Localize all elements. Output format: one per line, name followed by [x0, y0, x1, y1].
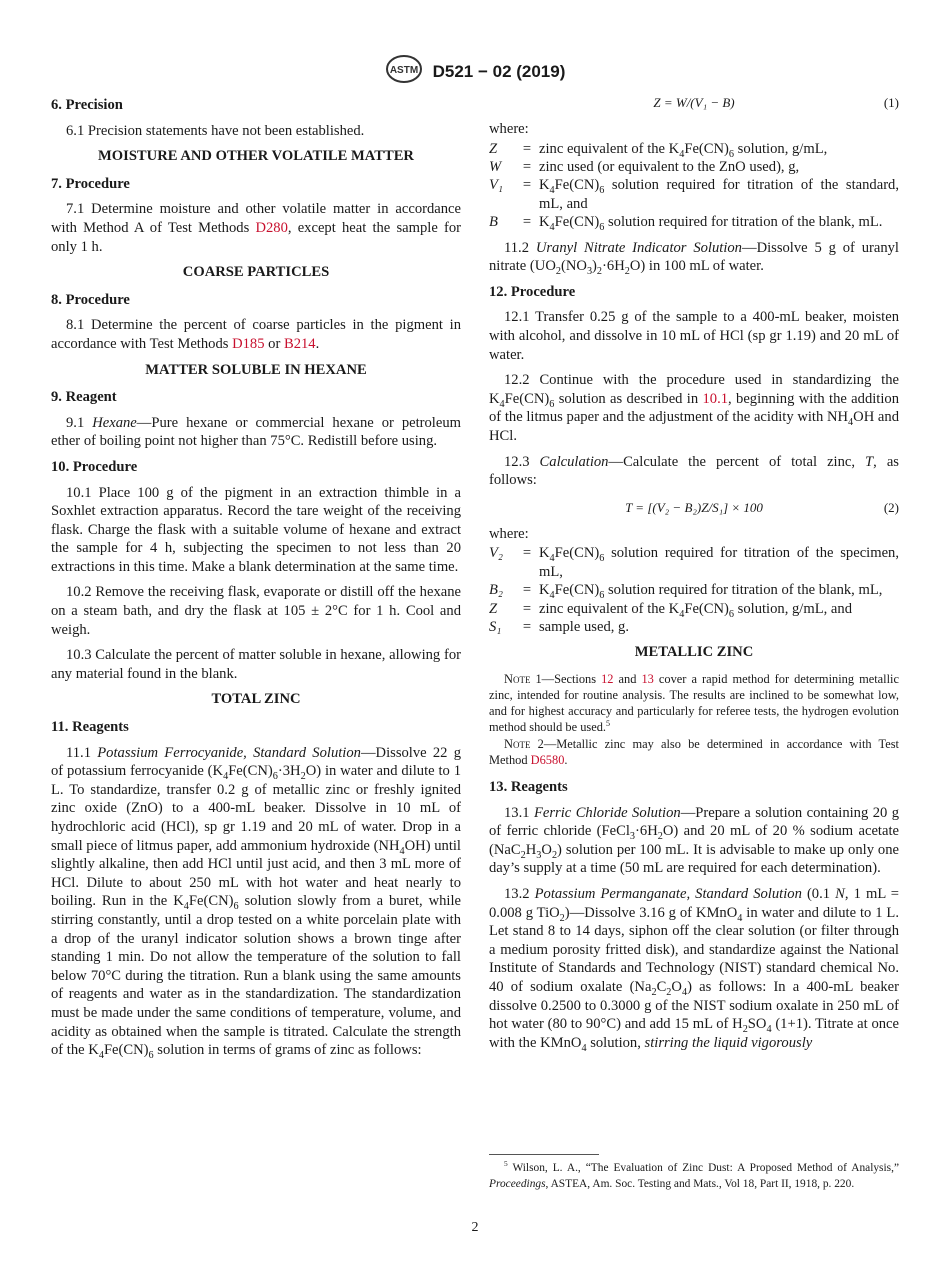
section-heading: 9. Reagent: [51, 389, 117, 406]
note-1: Note 1—Sections 12 and 13 cover a rapid method for determining metallic zinc, intended for routine analysis. The results are inclined to be somewhat low, and for highest accuracy and particularly for referee tests, the hydrogen evolution method should be used.$^5$: [489, 671, 899, 734]
definition-row: Z = zinc equivalent of the $K_4Fe(CN)_6$ solution, g/mL, and: [489, 600, 852, 620]
definition-row: S₁ = sample used, g.: [489, 618, 629, 635]
equation-1: Z = W/(V₁ − B) (1): [653, 95, 899, 110]
paragraph: 11.1 Potassium Ferrocyanide, Standard Solution—Dissolve 22 g of potassium ferrocyanide $(K_4Fe(CN)_6\cdot 3H_2O)$ in water and dilute to 1 L. To standardize, transfer 0.2 g of metallic zinc or freshly ignited zinc oxide (ZnO) to a 400-mL beaker. Dissolve in 10 mL of hydrochloric acid (HCl), sp gr 1.19 and 20 mL of water. Drop in a small piece of litmus paper, add ammonium hydroxide $(NH_4OH)$ until slightly alkaline, then add HCl until just acid, and then 3 mL more of HCl. Dilute to about 250 mL with hot water and heat nearly to boiling. Run in the $K_4Fe(CN)_6$ solution slowly from a buret, while stirring constantly, until a drop tested on a white porcelain plate with a drop of the uranyl indicator solution shows a brown tinge after standing 1 min. Do not allow the temperature of the solution to fall below 70°C during the titration. Run a blank using the same amounts of reagents and water as in the standardization. The standardization must be made under the same conditions of temperature, volume, and acidity as obtained when the sample is titrated. Calculate the strength of the $K_4Fe(CN)_6$ solution in terms of grams of zinc as follows:: [51, 744, 461, 1062]
footnote-rule: [489, 1154, 599, 1155]
ref-link-10-1[interactable]: 10.1: [702, 390, 729, 407]
part-title: TOTAL ZINC: [211, 691, 301, 708]
definition-row: Z = zinc equivalent of the $K_4Fe(CN)_6$ solution, g/mL,: [489, 140, 828, 160]
part-title: COARSE PARTICLES: [182, 264, 330, 281]
footnote: $^5$ Wilson, L. A., “The Evaluation of Zinc Dust: A Proposed Method of Analysis,” Proceedings, ASTEA, Am. Soc. Testing and Mats., Vol 18, Part II, 1918, p. 220.: [489, 1159, 899, 1190]
paragraph: 12.3 Calculation—Calculate the percent of total zinc, T, as follows:: [489, 453, 899, 489]
definitions-table-2: [489, 544, 899, 636]
definition-row: V₂ = $K_4Fe(CN)_6$ solution required for titration of the specimen, mL,: [489, 545, 899, 580]
section-heading: 12. Procedure: [489, 283, 576, 300]
part-title: MATTER SOLUBLE IN HEXANE: [145, 361, 367, 378]
where-label: where:: [489, 121, 529, 137]
right-column: [489, 92, 899, 1059]
paragraph: 13.1 Ferric Chloride Solution—Prepare a solution containing 20 g of ferric chloride $(FeCl_3\cdot 6H_2O)$ and 20 mL of 20 % sodium acetate $(NaC_2H_3O_2)$ solution per 100 mL. It is advisable to make up only one day’s supply at a time (50 mL are required for each determination).: [489, 804, 900, 877]
paragraph: 10.2 Remove the receiving flask, evaporate or distill off the hexane on a steam bath, and dry the flask at 105 ± 2°C for 1 h. Cool and weigh.: [51, 584, 461, 638]
section-heading: 13. Reagents: [489, 778, 568, 795]
section-heading: 8. Procedure: [51, 291, 130, 308]
equation-2: T = [(V₂ − B₂)Z/S₁] × 100 (2): [625, 499, 899, 515]
paragraph: 8.1 Determine the percent of coarse particles in the pigment in accordance with Test Methods D185 or B214.: [51, 317, 461, 352]
svg-text:ASTM: ASTM: [389, 65, 418, 76]
ref-link-d280[interactable]: D280: [255, 219, 288, 236]
paragraph: 10.1 Place 100 g of the pigment in an extraction thimble in a Soxhlet extraction apparatus. Record the tare weight of the receiving flask. Charge the flask with a suitable volume of hexane and extract the sample for 4 h, subjecting the specimen to not less than 20 extractions in this time. Make a blank determination at the same time.: [51, 484, 461, 575]
part-title: MOISTURE AND OTHER VOLATILE MATTER: [98, 148, 414, 165]
paragraph: 11.2 Uranyl Nitrate Indicator Solution—Dissolve 5 g of uranyl nitrate $(UO_2(NO_3)_2\cdot 6H_2O)$ in 100 mL of water.: [489, 239, 899, 278]
definitions-table-1: [489, 140, 899, 232]
ref-link-d185[interactable]: D185: [232, 335, 265, 352]
paragraph: 12.1 Transfer 0.25 g of the sample to a 400-mL beaker, moisten with alcohol, and dissolve in 10 mL of HCl (sp gr 1.19) and 20 mL of water.: [489, 309, 899, 363]
definition-row: B = $K_4Fe(CN)_6$ solution required for titration of the blank, mL.: [489, 214, 883, 234]
ref-link-d6580[interactable]: D6580: [530, 752, 565, 767]
section-heading: 7. Procedure: [51, 175, 130, 192]
paragraph: 7.1 Determine moisture and other volatile matter in accordance with Method A of Test Methods D280, except heat the sample for only 1 h.: [51, 201, 461, 255]
paragraph: 10.3 Calculate the percent of matter soluble in hexane, allowing for any material found in the blank.: [51, 647, 461, 682]
page-number: 2: [471, 1220, 479, 1235]
definition-row: B₂ = $K_4Fe(CN)_6$ solution required for titration of the blank, mL,: [489, 582, 883, 602]
definition-row: W = zinc used (or equivalent to the ZnO used), g,: [489, 159, 800, 175]
ref-link-12[interactable]: 12: [601, 671, 614, 686]
paragraph: 6.1 Precision statements have not been established.: [66, 122, 365, 139]
ref-link-13[interactable]: 13: [641, 671, 654, 686]
ref-link-b214[interactable]: B214: [283, 335, 316, 352]
definition-row: V₁ = $K_4Fe(CN)_6$ solution required for titration of the standard, mL, and: [489, 177, 899, 212]
part-title: METALLIC ZINC: [634, 644, 754, 661]
standard-designation: D521 − 02 (2019): [432, 61, 566, 81]
where-label: where:: [489, 525, 529, 542]
section-heading: 11. Reagents: [51, 719, 129, 736]
section-heading: 6. Precision: [51, 97, 123, 113]
paragraph: 13.2 Potassium Permanganate, Standard Solution (0.1 N, 1 mL = 0.008 g TiO$_2$)—Dissolve 3.16 g of KMnO$_4$ in water and dilute to 1 L. Let stand 8 to 14 days, siphon off the clear solution (or filter through a medium porosity fritted disk), and standardize against the National Institute of Standards and Technology (NIST) standard chemical No. 40 of sodium oxalate $(Na_2C_2O_4)$ as follows: In a 400-mL beaker dissolve 0.2500 to 0.3000 g of the NIST sodium oxalate in 250 mL of hot water (80 to 90°C) and add 15 mL of $H_2SO_4$ (1+1). Titrate at once with the KMnO$_4$ solution, stirring the liquid vigorously: [489, 885, 900, 1054]
astm-logo: [385, 54, 423, 89]
note-2: Note 2—Metallic zinc may also be determined in accordance with Test Method D6580.: [489, 736, 899, 767]
paragraph: 12.2 Continue with the procedure used in standardizing the $K_4Fe(CN)_6$ solution as described in 10.1, beginning with the addition of the litmus paper and the adjustment of the acidity with $NH_4OH$ and HCl.: [489, 372, 900, 444]
left-column: [51, 92, 461, 1067]
paragraph: 9.1 Hexane—Pure hexane or commercial hexane or petroleum ether of boiling point not higher than 75°C. Redistill before using.: [51, 414, 461, 450]
page-header: [0, 54, 950, 89]
section-heading: 10. Procedure: [51, 458, 138, 475]
